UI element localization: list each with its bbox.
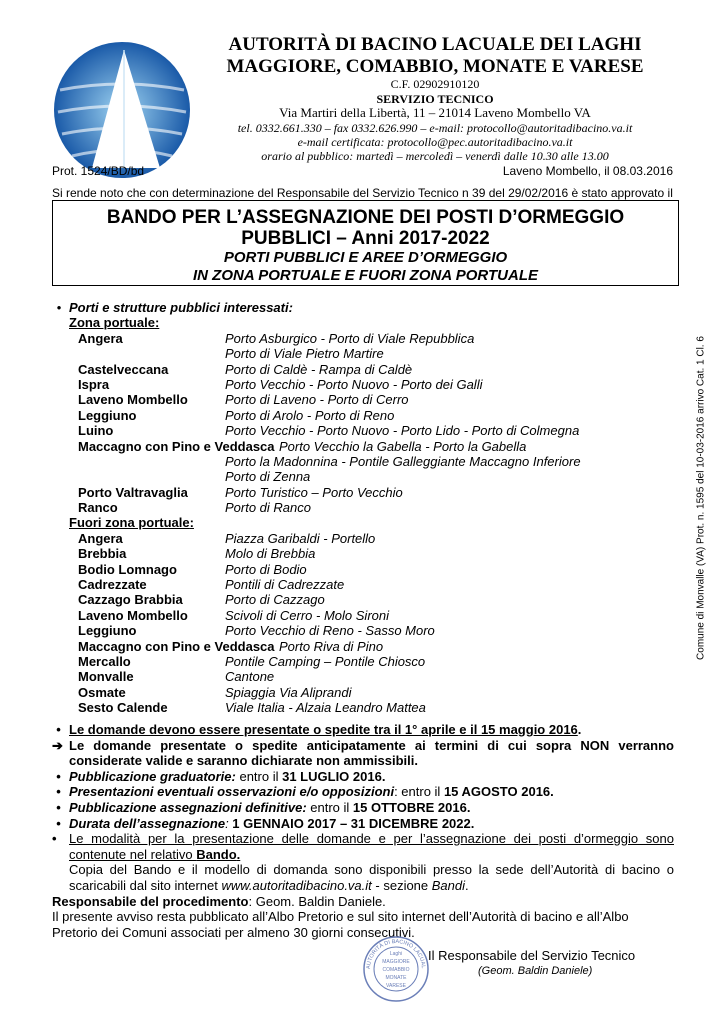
port-places: Porto di Viale Pietro Martire xyxy=(225,346,384,362)
rule-copy xyxy=(52,862,674,893)
port-places: Porto Vecchio di Reno - Sasso Moro xyxy=(225,623,435,639)
port-row xyxy=(52,454,682,469)
port-row xyxy=(52,654,682,669)
port-places: Porto di Bodio xyxy=(225,561,307,577)
municipality-name: Sesto Calende xyxy=(78,700,168,716)
rule-modalities-text xyxy=(69,831,674,862)
port-row xyxy=(52,623,682,638)
title-line1: BANDO PER L’ASSEGNAZIONE DEI POSTI D’ORMEGGIO xyxy=(106,207,625,228)
municipality-name: Maccagno con Pino e Veddasca xyxy=(78,438,275,454)
signature-role: Il Responsabile del Servizio Tecnico xyxy=(428,948,636,963)
rules-list xyxy=(52,722,674,940)
fuori-heading-row xyxy=(52,515,682,530)
port-places: Porto di Laveno - Porto di Cerro xyxy=(225,392,409,408)
port-row xyxy=(52,500,682,515)
port-row xyxy=(52,608,682,623)
port-row xyxy=(52,362,682,377)
port-places: Cantone xyxy=(225,669,275,685)
authority-logo xyxy=(52,40,192,180)
port-places: Porto la Madonnina - Pontile Galleggiante Maccagno Inferiore xyxy=(225,453,581,469)
rule-early xyxy=(52,738,674,769)
port-places: Porto Vecchio - Porto Nuovo - Porto dei Galli xyxy=(225,376,483,392)
rule-copy-text: Copia del Bando e il modello di domanda sono disponibili presso la sede dell’Autorità di bacino o scaricabili dal sito internet xyxy=(69,862,674,893)
side-protocol-text: Comune di Monvalle (VA) Prot. n. 1595 del 10-03-2016 arrivo Cat. 1 Cl. 6 xyxy=(695,336,707,660)
port-places: Porto Riva di Pino xyxy=(279,638,384,654)
website-link[interactable]: www.autoritadibacino.va.it xyxy=(221,877,372,893)
closing-text: Il presente avviso resta pubblicato all’Albo Pretorio e sul sito internet dell’Autorità di bacino e all’Albo Pretorio dei Comuni associati per almeno 30 giorni consecutivi. xyxy=(52,909,629,940)
municipality-name: Leggiuno xyxy=(78,623,137,639)
notice-text: Si rende noto che con determinazione del Responsabile del Servizio Tecnico n 39 del 29/02/2016 è stato approvato il xyxy=(52,186,673,200)
fuori-zona-label xyxy=(69,515,194,530)
rule-deadline-text: Le domande devono essere presentate o spedite tra il 1° aprile e il 15 maggio 2016 xyxy=(69,722,578,737)
bullet-icon: • xyxy=(56,784,61,800)
rule-final-label: Pubblicazione assegnazioni definitive: xyxy=(69,799,307,815)
port-row xyxy=(52,592,682,607)
title-line3: PORTI PUBBLICI E AREE D’ORMEGGIO xyxy=(223,249,508,266)
bullet-icon: • xyxy=(56,815,61,831)
zona-portuale-text: Zona portuale xyxy=(69,315,155,331)
municipality-name: Mercallo xyxy=(78,653,131,669)
zona-portuale-label xyxy=(69,315,159,330)
address: Via Martiri della Libertà, 11 – 21014 Laveno Mombello VA xyxy=(279,105,591,120)
responsible-label: Responsabile del procedimento xyxy=(52,893,249,909)
zona-portuale-rows xyxy=(52,331,682,516)
fuori-zona-rows xyxy=(52,531,682,716)
authority-name-line2: MAGGIORE, COMABBIO, MONATE E VARESE xyxy=(226,56,644,77)
port-places: Pontile Camping – Pontile Chiosco xyxy=(225,653,426,669)
rule-duration xyxy=(52,816,674,832)
place-date: Laveno Mombello, il 08.03.2016 xyxy=(502,164,673,178)
arrow-right-icon: ➔ xyxy=(52,737,63,753)
port-row xyxy=(52,531,682,546)
port-places: Porto di Caldè - Rampa di Caldè xyxy=(225,361,413,377)
port-places: Porto Turistico – Porto Vecchio xyxy=(225,484,403,500)
port-row xyxy=(52,639,682,654)
rule-objections xyxy=(52,784,674,800)
rule-copy-mid: - sezione xyxy=(371,877,432,893)
port-row xyxy=(52,485,682,500)
signature-name: (Geom. Baldin Daniele) xyxy=(478,965,593,977)
rule-final-date: 15 OTTOBRE 2016. xyxy=(352,799,471,815)
port-row xyxy=(52,669,682,684)
rule-copy-dot: . xyxy=(465,877,469,893)
bullet-icon: • xyxy=(56,300,62,315)
port-row xyxy=(52,577,682,592)
rule-ranking xyxy=(52,769,674,785)
municipality-name: Porto Valtravaglia xyxy=(78,484,188,500)
title-box xyxy=(52,200,679,286)
title-line4: IN ZONA PORTUALE E FUORI ZONA PORTUALE xyxy=(192,267,538,284)
rule-objections-date: 15 AGOSTO 2016. xyxy=(443,784,554,800)
rule-modalities-body: Le modalità per la presentazione delle domande e per l’assegnazione dei posti d’ormeggio sono contenute nel relativo xyxy=(69,831,674,862)
municipality-name: Castelveccana xyxy=(78,361,169,377)
side-protocol-stamp xyxy=(693,303,709,693)
port-places: Porto di Zenna xyxy=(225,469,311,485)
rule-duration-mid: : xyxy=(225,815,233,831)
port-row xyxy=(52,423,682,438)
port-row xyxy=(52,439,682,454)
stamp-line2: MAGGIORE xyxy=(382,959,410,965)
bullet-icon: • xyxy=(56,768,61,784)
municipality-name: Leggiuno xyxy=(78,407,137,423)
stamp-line1: Laghi xyxy=(389,951,403,957)
title-line2: PUBBLICI – Anni 2017-2022 xyxy=(241,228,490,249)
authority-name-line1: AUTORITÀ DI BACINO LACUALE DEI LAGHI xyxy=(228,34,642,55)
municipality-name: Cadrezzate xyxy=(78,577,147,593)
port-places: Porto Asburgico - Porto di Viale Repubblica xyxy=(225,330,475,346)
rule-objections-label: Presentazioni eventuali osservazioni e/o opposizioni xyxy=(69,784,395,800)
fuori-colon: : xyxy=(189,515,194,531)
official-stamp xyxy=(362,935,430,1003)
contacts: tel. 0332.661.330 – fax 0332.626.990 – e-mail: protocollo@autoritadibacino.va.it xyxy=(237,121,633,135)
stamp-line5: VARESE xyxy=(386,983,406,989)
rule-final xyxy=(52,800,674,816)
stamp-arc-text: AUTORITÀ DI BACINO LACUAL xyxy=(365,938,427,970)
municipality-name: Brebbia xyxy=(78,546,127,562)
municipality-name: Laveno Mombello xyxy=(78,607,188,623)
service-name: SERVIZIO TECNICO xyxy=(376,92,494,106)
port-places: Molo di Brebbia xyxy=(225,546,316,562)
port-row xyxy=(52,346,682,361)
port-row xyxy=(52,377,682,392)
municipality-name: Laveno Mombello xyxy=(78,392,188,408)
rule-duration-date: 1 GENNAIO 2017 – 31 DICEMBRE 2022. xyxy=(232,815,475,831)
municipality-name: Angera xyxy=(78,330,123,346)
rule-early-text: Le domande presentate o spedite anticipatamente ai termini di cui sopra NON verranno considerate valide e saranno dichiarate non ammissibili. xyxy=(69,737,674,769)
municipality-name: Bodio Lomnago xyxy=(78,561,177,577)
port-row xyxy=(52,331,682,346)
port-row xyxy=(52,685,682,700)
opening-hours: orario al pubblico: martedì – mercoledì – venerdì dalle 10.30 alle 13.00 xyxy=(261,149,609,163)
rule-modalities-bando: Bando xyxy=(196,846,237,862)
ports-intro-row xyxy=(52,300,682,315)
port-places: Porto Vecchio la Gabella - Porto la Gabella xyxy=(279,438,527,454)
stamp-line3: COMABBIO xyxy=(382,967,410,973)
port-places: Porto di Ranco xyxy=(225,500,311,516)
bullet-icon: • xyxy=(52,831,57,847)
port-places: Porto di Arolo - Porto di Reno xyxy=(225,407,395,423)
port-row xyxy=(52,546,682,561)
municipality-name: Monvalle xyxy=(78,669,134,685)
rule-duration-label: Durata dell’assegnazione xyxy=(69,815,226,831)
port-row xyxy=(52,562,682,577)
port-row xyxy=(52,392,682,407)
port-places: Pontili di Cadrezzate xyxy=(225,577,345,593)
port-places: Piazza Garibaldi - Portello xyxy=(225,530,376,546)
rule-final-mid: entro il xyxy=(306,799,353,815)
port-places: Porto Vecchio - Porto Nuovo - Porto Lido - Porto di Colmegna xyxy=(225,423,580,439)
protocol-number: Prot. 1524/BD/bd xyxy=(52,164,145,178)
stamp-line4: MONATE xyxy=(385,975,407,981)
port-row xyxy=(52,469,682,484)
port-row xyxy=(52,408,682,423)
pec-email: e-mail certificata: protocollo@pec.autoritadibacino.va.it xyxy=(297,135,573,149)
rule-deadline-dot: . xyxy=(577,722,582,737)
rule-modalities-dot: . xyxy=(236,846,241,862)
municipality-name: Luino xyxy=(78,423,114,439)
ports-list xyxy=(52,300,682,716)
bullet-icon: • xyxy=(56,722,61,737)
municipality-name: Angera xyxy=(78,530,123,546)
responsible-line xyxy=(52,894,674,910)
zona-heading-row xyxy=(52,315,682,330)
municipality-name: Osmate xyxy=(78,684,126,700)
port-places: Porto di Cazzago xyxy=(225,592,325,608)
fuori-zona-text: Fuori zona portuale xyxy=(69,515,190,531)
port-row xyxy=(52,700,682,715)
rule-objections-mid: : entro il xyxy=(394,784,444,800)
bullet-icon: • xyxy=(56,799,61,815)
fiscal-code: C.F. 02902910120 xyxy=(390,77,480,91)
port-places: Scivoli di Cerro - Molo Sironi xyxy=(225,607,389,623)
rule-modalities xyxy=(52,831,674,862)
municipality-name: Maccagno con Pino e Veddasca xyxy=(78,638,275,654)
rule-deadline xyxy=(52,722,674,738)
port-places: Viale Italia - Alzaia Leandro Mattea xyxy=(225,700,426,716)
rule-ranking-label: Pubblicazione graduatorie: xyxy=(69,768,236,784)
municipality-name: Ispra xyxy=(78,376,110,392)
zona-colon: : xyxy=(154,315,160,331)
ports-intro: Porti e strutture pubblici interessati: xyxy=(69,300,293,315)
rule-ranking-date: 31 LUGLIO 2016. xyxy=(282,768,386,784)
rule-ranking-mid: entro il xyxy=(235,768,283,784)
municipality-name: Ranco xyxy=(78,500,118,516)
port-places: Spiaggia Via Aliprandi xyxy=(225,684,352,700)
section-bandi: Bandi xyxy=(431,877,466,893)
responsible-value: : Geom. Baldin Daniele. xyxy=(248,893,386,909)
municipality-name: Cazzago Brabbia xyxy=(78,592,183,608)
